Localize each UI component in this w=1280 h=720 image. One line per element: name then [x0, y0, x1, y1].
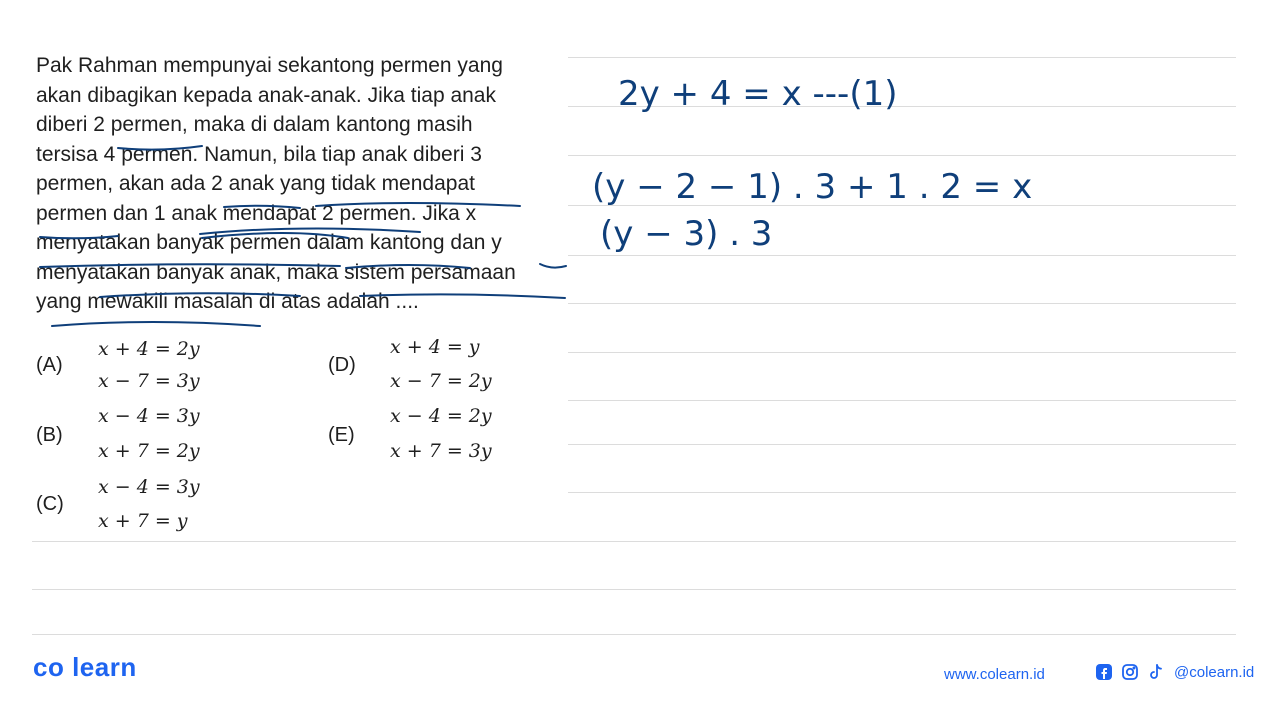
option-a-equation-1: x + 4 = 2y: [98, 338, 200, 360]
option-a-label: (A): [36, 354, 63, 376]
option-c-label: (C): [36, 493, 64, 515]
option-d-equation-1: x + 4 = y: [390, 336, 480, 358]
problem-line: menyatakan banyak permen dalam kantong dan y: [36, 231, 502, 254]
handwritten-line-3: (y − 3) . 3: [600, 214, 773, 254]
problem-statement: [36, 51, 576, 317]
problem-line: Pak Rahman mempunyai sekantong permen yang: [36, 54, 503, 77]
instagram-icon[interactable]: [1120, 662, 1140, 682]
ruled-line: [568, 352, 1236, 353]
handwritten-line-2: (y − 2 − 1) . 3 + 1 . 2 = x: [592, 167, 1033, 207]
option-e-equation-2: x + 7 = 3y: [390, 440, 492, 462]
ruled-line: [568, 400, 1236, 401]
ruled-line: [568, 205, 1236, 206]
problem-line: yang mewakili masalah di atas adalah ....: [36, 290, 419, 313]
handwritten-line-1: 2y + 4 = x ---(1): [618, 74, 898, 114]
problem-line: diberi 2 permen, maka di dalam kantong masih: [36, 113, 473, 136]
option-a-equation-2: x − 7 = 3y: [98, 370, 200, 392]
option-b-equation-1: x − 4 = 3y: [98, 405, 200, 427]
ruled-line: [32, 589, 1236, 590]
option-c-equation-2: x + 7 = y: [98, 510, 188, 532]
option-e-label: (E): [328, 424, 355, 446]
option-d-equation-2: x − 7 = 2y: [390, 370, 492, 392]
ruled-line: [568, 106, 1236, 107]
ruled-line: [32, 634, 1236, 635]
problem-line: permen dan 1 anak mendapat 2 permen. Jika x: [36, 201, 477, 225]
ruled-line: [568, 155, 1236, 156]
problem-line: akan dibagikan kepada anak-anak. Jika tiap anak: [36, 83, 496, 107]
problem-line: menyatakan banyak anak, maka sistem persamaan: [36, 260, 516, 284]
ruled-line: [568, 255, 1236, 256]
ruled-line: [568, 444, 1236, 445]
social-handle[interactable]: @colearn.id: [1174, 663, 1255, 681]
underline-mark: [52, 322, 260, 326]
ruled-line: [568, 57, 1236, 58]
social-links: [1094, 662, 1254, 682]
option-e-equation-1: x − 4 = 2y: [390, 405, 492, 427]
ruled-line: [568, 303, 1236, 304]
problem-line: tersisa 4 permen. Namun, bila tiap anak diberi 3: [36, 142, 482, 166]
colearn-logo[interactable]: co learn: [33, 652, 137, 682]
tiktok-icon[interactable]: [1146, 662, 1166, 682]
option-b-label: (B): [36, 424, 63, 446]
option-b-equation-2: x + 7 = 2y: [98, 440, 200, 462]
ruled-line: [568, 492, 1236, 493]
option-c-equation-1: x − 4 = 3y: [98, 476, 200, 498]
ruled-line: [32, 541, 1236, 542]
facebook-icon[interactable]: [1094, 662, 1114, 682]
website-link[interactable]: www.colearn.id: [944, 666, 1045, 683]
problem-line: permen, akan ada 2 anak yang tidak mendapat: [36, 172, 475, 195]
option-d-label: (D): [328, 354, 356, 376]
